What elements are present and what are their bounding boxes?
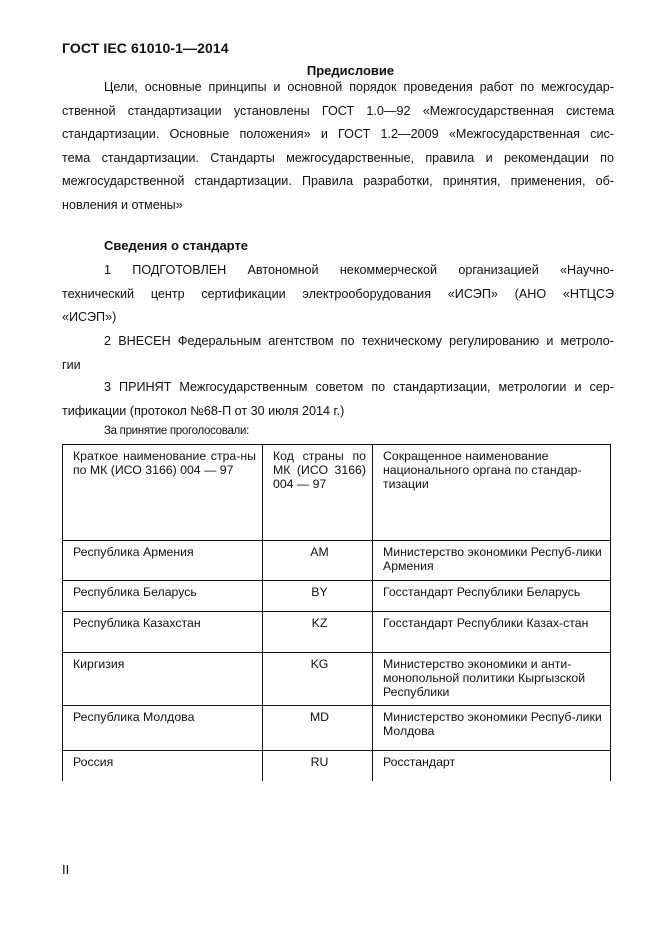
item-line: «ИСЭП»): [62, 310, 117, 324]
cell-country: Киргизия: [63, 653, 263, 706]
cell-country: Россия: [63, 751, 263, 781]
item-line: 2 ВНЕСЕН Федеральным агентством по техническому регулированию и метроло-: [104, 334, 614, 348]
cell-code: BY: [263, 581, 373, 612]
item-line: 3 ПРИНЯТ Межгосударственным советом по стандартизации, метрологии и сер-: [104, 380, 614, 394]
table-row: [63, 653, 611, 706]
item-line: технический центр сертификации электрооборудования «ИСЭП» (АНО «НТЦСЭ: [62, 286, 614, 301]
item-line: гии: [62, 357, 81, 372]
foreword-line: ственной стандартизации установлены ГОСТ 1.0—92 «Межгосударственная система: [62, 103, 614, 118]
foreword-line: тема стандартизации. Стандарты межгосударственные, правила и рекомендации по: [62, 150, 614, 165]
cell-code: RU: [263, 751, 373, 781]
item-line: тификации (протокол №68-П от 30 июля 2014 г.): [62, 403, 345, 418]
cell-country: Республика Казахстан: [63, 612, 263, 653]
table-row: [63, 751, 611, 781]
header-country: Краткое наименование стра-ны по МК (ИСО 3166) 004 — 97: [63, 445, 263, 541]
standard-info-item-1: [62, 259, 614, 330]
table-row: [63, 706, 611, 751]
cell-body: Госстандарт Республики Казах-стан: [373, 612, 611, 653]
document-code: ГОСТ IEC 61010-1—2014: [62, 40, 229, 56]
cell-code: AM: [263, 541, 373, 581]
cell-code: MD: [263, 706, 373, 751]
standard-info-title: Сведения о стандарте: [104, 238, 249, 253]
voting-table: [62, 444, 611, 781]
cell-body: Министерство экономики Респуб-лики Армения: [373, 541, 611, 581]
cell-body: Министерство экономики Респуб-лики Молдова: [373, 706, 611, 751]
cell-country: Республика Молдова: [63, 706, 263, 751]
header-body: Сокращенное наименование национального органа по стандар-тизации: [373, 445, 611, 541]
table-row: [63, 541, 611, 581]
header-code: Код страны по МК (ИСО 3166) 004 — 97: [263, 445, 373, 541]
table-row: [63, 612, 611, 653]
foreword-line: межгосударственной стандартизации. Правила разработки, принятия, применения, об-: [62, 174, 614, 188]
page-number: II: [62, 862, 70, 877]
foreword-line: Цели, основные принципы и основной порядок проведения работ по межгосудар-: [104, 80, 614, 94]
table-header-row: [63, 445, 611, 541]
foreword-title: Предисловие: [306, 63, 395, 78]
cell-body: Госстандарт Республики Беларусь: [373, 581, 611, 612]
standard-info-item-2: [62, 330, 614, 377]
table-row: [63, 581, 611, 612]
item-line: 1 ПОДГОТОВЛЕН Автономной некоммерческой организацией «Научно-: [104, 263, 614, 277]
cell-country: Республика Армения: [63, 541, 263, 581]
foreword-line: стандартизации. Основные положения» и ГОСТ 1.2—2009 «Межгосударственная сис-: [62, 127, 614, 141]
cell-code: KG: [263, 653, 373, 706]
cell-body: Росстандарт: [373, 751, 611, 781]
cell-body: Министерство экономики и анти-монопольной политики Кыргызской Республики: [373, 653, 611, 706]
foreword-line: новления и отмены»: [62, 197, 183, 212]
voted-label: За принятие проголосовали:: [104, 425, 249, 437]
cell-code: KZ: [263, 612, 373, 653]
foreword-paragraph: [62, 76, 614, 217]
cell-country: Республика Беларусь: [63, 581, 263, 612]
standard-info-item-3: [62, 376, 614, 423]
